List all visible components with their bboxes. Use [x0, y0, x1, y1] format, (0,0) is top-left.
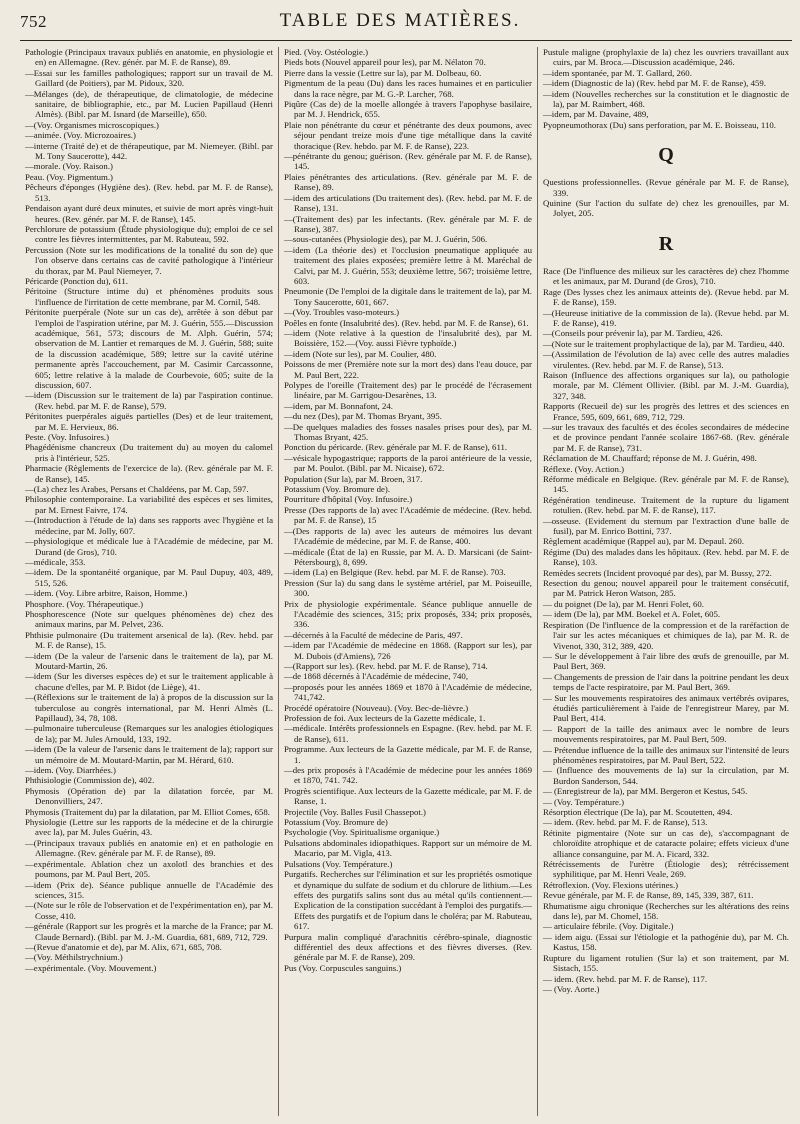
index-entry: —(Principaux travaux publiés en anatomie en) et en pathologie en Allemagne. (Rev. générale par M. F. de Ranse), 89. [25, 837, 273, 859]
index-entry: —idem, par M. Bonnafont, 24. [283, 400, 393, 411]
index-entry: —(Voy. Méthilstrychnium.) [25, 952, 123, 963]
index-entry: —idem (Prix de). Séance publique annuelle de l'Académie des sciences, 315. [25, 879, 273, 900]
index-entry: —médicale. Intérêts professionnels en Espagne. (Rev. hebd. par M. F. de Ranse), 611. [283, 723, 532, 744]
index-entry: —idem (De la valeur de l'arsenic dans le traitement de la), par M. Moutard-Martin, 26. [25, 650, 273, 671]
index-entry: Péritonite puerpérale (Note sur un cas de), arrêtée à son début par l'emploi de l'aspiration utérine, par M. J. Guérin, 555.—Discussion académique, 561, 573; discours de M. Alph. Guérin, 574; observation de M. Lantier et remarques de M. J. Guérin, 588; suite de la discussion académique, 589; lettre sur la cavité utérine permanente après l'accouchement, par M. Casimir Carcassonne, 605; lettre relative à la malade de Courbevoie, 605; suite de la discussion, 607. [25, 307, 273, 390]
index-entry: Réclamation de M. Chauffard; réponse de M. J. Guérin, 498. [542, 453, 757, 464]
section-letter-heading: Q [658, 144, 674, 167]
index-entry: —vésicale hypogastrique; rapports de la paroi antérieure de la vessie, par M. Poulot. (Bibl. par M. Nicaise), 672. [283, 452, 532, 474]
index-entry: Pharmacie (Règlements de l'exercice de la). (Rev. générale par M. F. de Ranse), 145. [25, 463, 273, 484]
index-entry: Resection du genou; nouvel appareil pour le traitement consécutif, par M. Patrick Heron Watson, 285. [542, 578, 789, 599]
index-entry: — Sur les mouvements respiratoires des animaux vertébrés ovipares, étudiés particulièrement à l'aide de l'enregistreur Marey, par M. Paul Bert, 414. [542, 692, 789, 724]
index-entry: Rage (Des lysses chez les animaux atteints de). (Revue hebd. par M. F. de Ranse), 159. [542, 286, 789, 308]
index-entry: Plaies pénétrantes des articulations. (Rev. générale par M. F. de Ranse), 89. [283, 171, 532, 193]
index-entry: —proposés pour les années 1869 et 1870 à l'Académie de médecine, 741,742. [283, 681, 532, 703]
index-entry: —sous-cutanées (Physiologie des), par M. J. Guérin, 506. [283, 234, 488, 245]
index-entry: Prix de physiologie expérimentale. Séance publique annuelle de l'Académie des sciences, 315; prix proposés, 334; prix proposés, 336. [283, 598, 532, 630]
index-entry: — (Voy. Température.) [542, 796, 625, 807]
index-entry: —morale. (Voy. Raison.) [25, 161, 113, 172]
index-entry: Réflexe. (Voy. Action.) [542, 463, 625, 474]
page-number: 752 [20, 12, 47, 31]
index-entry: Péricarde (Ponction du), 611. [25, 275, 129, 286]
index-entry: —animée. (Voy. Microzoaires.) [25, 130, 136, 141]
index-entry: —(Rapport sur les). (Rev. hebd. par M. F. de Ranse), 714. [283, 660, 488, 671]
index-entry: Pied. (Voy. Ostéologie.) [283, 47, 369, 57]
index-entry: Percussion (Note sur les modifications de la tonalité du son de) que l'on observe dans certains cas de cavité pathologique à l'intérieur du thorax, par M. Paul Niemeyer, 7. [25, 244, 273, 276]
index-column-left [20, 47, 279, 1116]
index-entry: Pneumonie (De l'emploi de la digitale dans le traitement de la), par M. Tony Saucerotte, 601, 667. [283, 286, 532, 307]
index-entry: Phosphorescence (Note sur quelques phénomènes de) chez des animaux marins, par M. Pelvet, 236. [25, 608, 273, 630]
index-entry: Psychologie (Voy. Spiritualisme organique.) [283, 827, 440, 838]
index-entry: Physiologie (Lettre sur les rapports de la médecine et de la chirurgie avec la), par M. Jules Guérin, 43. [25, 817, 273, 838]
index-entry: Poissons de mer (Première note sur la mort des) dans l'eau douce, par M. Paul Bert, 222. [283, 359, 532, 380]
index-entry: —osseuse. (Evidement du sternum par l'extraction d'une balle de fusil), par M. Enrico Bottini, 737. [542, 515, 789, 537]
index-entry: Rétrécissements de l'urètre (Étiologie des); rétrécissement syphilitique, par M. Henri Veale, 269. [542, 859, 789, 880]
index-entry: Pus (Voy. Corpuscules sanguins.) [283, 962, 402, 973]
index-entry: Pathologie (Principaux travaux publiés en anatomie, en physiologie et en) en Allemagne. (Rev. génér. par M. F. de Ranse), 89. [25, 47, 273, 68]
index-entry: Purgatifs. Recherches sur l'élimination et sur les propriétés osmotique et dynamique du sulfate de sodium et du chlorure de lithium.—Les effets des purgatifs salins sont dus au métal qu'ils contiennent.—Explication de la constipation succédant à l'emploi des purgatifs.—Effets des purgatifs et de l'opium dans le choléra; par M. Rabuteau, 617. [283, 869, 532, 932]
index-entry: Peau. (Voy. Pigmentum.) [25, 171, 113, 182]
index-entry: Rhumatisme aigu chronique (Recherches sur les altérations des reins dans le), par M. Chomel, 158. [542, 900, 789, 922]
index-entry: — idem. (Rev. hebd. par M. F. de Ranse), 513. [542, 817, 708, 828]
index-entry: Respiration (De l'influence de la compression et de la raréfaction de l'air sur les actes mécaniques et chimiques de la), par M. R. de Vivenot, 330, 312, 389, 420. [542, 619, 789, 651]
index-entry: —(La) chez les Arabes, Persans et Chaldéens, par M. Cap, 597. [25, 484, 249, 495]
index-entry: —idem spontanée, par M. T. Gallard, 260. [542, 67, 692, 78]
index-entry: — Sur le développement à l'air libre des œufs de grenouille, par M. Paul Bert, 369. [542, 650, 789, 672]
index-entry: —idem. (Voy. Diarrhées.) [25, 765, 116, 776]
index-entry: —idem. De la spontanéité organique, par M. Paul Dupuy, 403, 489, 515, 526. [25, 567, 273, 588]
index-entry: Quinine (Sur l'action du sulfate de) chez les grenouilles, par M. Jolyet, 205. [542, 198, 789, 219]
index-entry: —pénétrante du genou; guérison. (Rev. générale par M. F. de Ranse), 145. [283, 151, 532, 172]
index-entry: —de 1868 décernés à l'Académie de médecine, 740, [283, 671, 469, 682]
index-entry: —idem (Sur les diverses espèces de) et sur le traitement applicable à chacune d'elles, par M. P. Bidot (de Liège), 41. [25, 671, 273, 692]
index-entry: —(Des rapports de la) avec les auteurs de mémoires lus devant l'Académie de médecine, par M. F. de Ranse, 400. [283, 525, 532, 547]
index-entry: Réforme médicale en Belgique. (Rev. générale par M. F. de Ranse), 145. [542, 474, 789, 495]
index-entry: —idem (Diagnostic de la) (Rev. hebd par M. F. de Ranse), 459. [542, 78, 766, 89]
index-entry: Phymosis (Traitement du) par la dilatation, par M. Elliot Comes, 658. [25, 806, 270, 817]
index-entry: Pustule maligne (prophylaxie de la) chez les ouvriers travaillant aux cuirs, par M. Broca.—Discussion académique, 246. [542, 47, 789, 68]
index-entry: —idem par l'Académie de médecine en 1868. (Rapport sur les), par M. Dubois (d'Amiens), 726 [283, 640, 532, 661]
index-entry: —idem (De la valeur de l'arsenic dans le traitement de la); rapport sur un mémoire de M. Moutard-Martin, par M. Hérard, 610. [25, 744, 273, 765]
index-entry: —(Introduction à l'étude de la) dans ses rapports avec l'hygiène et la médecine, par M. Jolly, 607. [25, 515, 273, 536]
index-entry: Phthisiologie (Commission de), 402. [25, 775, 155, 786]
index-entry: —interne (Traité de) et de thérapeutique, par M. Niemeyer. (Bibl. par M. Tony Saucerotte), 442. [25, 140, 273, 162]
index-entry: Projectile (Voy. Balles Fusil Chassepot.) [283, 806, 426, 817]
index-entry: Régénération tendineuse. Traitement de la rupture du ligament rotulien. (Rev. hebd. par M. F. de Ranse), 117. [542, 494, 789, 516]
index-entry: Résorption électrique (De la), par M. Scoutetten, 494. [542, 807, 733, 817]
index-entry: Programme. Aux lecteurs de la Gazette médicale, par M. F. de Ranse, 1. [283, 744, 532, 765]
index-entry: Potassium (Voy. Bromure de) [283, 817, 388, 828]
header-rule [20, 40, 792, 41]
index-entry: —idem (La) en Belgique (Rev. hebd. par M. F. de Ranse). 703. [283, 567, 506, 578]
index-entry: Phosphore. (Voy. Thérapeutique.) [25, 598, 144, 609]
page-title: TABLE DES MATIÈRES. [279, 10, 521, 31]
index-entry: — du poignet (De la), par M. Henri Folet, 60. [542, 598, 704, 609]
index-entry: —(Voy. Organismes microscopiques.) [25, 119, 159, 130]
index-entry: —décernés à la Faculté de médecine de Paris, 497. [283, 629, 463, 640]
index-entry: Progrès scientifique. Aux lecteurs de la Gazette médicale, par M. F. de Ranse, 1. [283, 785, 532, 807]
index-entry: Pêcheurs d'éponges (Hygiène des). (Rev. hebd. par M. F. de Ranse), 513. [25, 182, 273, 203]
index-entry: Rétinite pigmentaire (Note sur un cas de), s'accompagnant de chloroïdite atrophique et de cataracte polaire; effets vicieux d'une alliance consanguine, par M. A. Ficard, 332. [542, 827, 789, 859]
index-entry: Rapports (Recueil de) sur les progrès des lettres et des sciences en France, 595, 609, 661, 689, 712, 729. [542, 401, 789, 422]
index-entry: Piqûre (Cas de) de la moelle allongée à travers l'apophyse basilaire, par M. J. Hendrick, 655. [283, 99, 532, 120]
index-entry: —(Revue d'anatomie et de), par M. Alix, 671, 685, 708. [25, 941, 222, 952]
index-entry: Philosophie contemporaine. La variabilité des espèces et ses limites, par M. Ernest Faivre, 174. [25, 494, 273, 515]
index-entry: —idem (La théorie des) et l'occlusion pneumatique appliquée au traitement des plaies exposées; première lettre à M. Maréchal de Calvi, par M. J. Guérin, 553; deuxième lettre, 567; troisième lettre, 603. [283, 244, 532, 286]
index-column-right [538, 47, 794, 1116]
index-entry: Pyopneumothorax (Du) sans perforation, par M. E. Boisseau, 110. [542, 119, 776, 130]
index-entry: Plaie non pénétrante du cœur et pénétrante des deux poumons, avec séjour pendant treize mois d'une tige métallique dans la cavité thoracique (Rev. hebdo. par M. F. de Ranse), 223. [283, 119, 532, 151]
index-entry: Presse (Des rapports de la) avec l'Académie de médecine. (Rev. hebd. par M. F. de Ranse), 15 [283, 504, 532, 526]
index-entry: —idem (Note sur les), par M. Coulier, 480. [283, 348, 437, 359]
index-entry: Pulsations abdominales idiopathiques. Rapport sur un mémoire de M. Macario, par M. Vigla, 413. [283, 837, 532, 859]
index-entry: Profession de foi. Aux lecteurs de la Gazette médicale, 1. [283, 713, 486, 723]
index-entry: Procédé opératoire (Nouveau). (Voy. Bec-de-lièvre.) [283, 702, 469, 713]
index-entry: — idem (De la), par MM. Boekel et A. Folet, 605. [542, 609, 721, 620]
index-entry: Pulsations (Voy. Température.) [283, 858, 393, 869]
index-entry: Polypes de l'oreille (Traitement des) par le procédé de l'écrasement linéaire, par M. Garrigou-Desarènes, 13. [283, 380, 532, 401]
index-entry: —sur les travaux des facultés et des écoles secondaires de médecine et de province pendant l'année scolaire 1867-68. (Rev. générale par M. F. de Ranse), 731. [542, 421, 789, 453]
index-entry: —idem (Discussion sur le traitement de la) par l'aspiration continue. (Rev. hebd. par M. F. de Ranse), 579. [25, 390, 273, 411]
index-entry: Règlement académique (Rappel au), par M. Depaul. 260. [542, 536, 745, 547]
index-entry: —De quelques maladies des fosses nasales prises pour des), par M. Thomas Bryant, 425. [283, 421, 532, 443]
index-entry: —(Voy. Troubles vaso-moteurs.) [283, 307, 400, 318]
index-entry: Remèdes secrets (Incident provoqué par des), par M. Bussy, 272. [542, 567, 772, 578]
index-entry: Perchlorure de potassium (Étude physiologique du); emploi de ce sel contre les fièvres intermittentes, par M. Rabuteau, 592. [25, 223, 273, 245]
index-entry: Phagédénisme chancreux (Du traitement du) au moyen du calomel pris à l'intérieur, 525. [25, 442, 273, 463]
index-entry: Péritoine (Structure intime du) et phénomènes produits sous l'influence de l'irritation de cette membrane, par M. Cornil, 548. [25, 286, 273, 307]
index-entry: Population (Sur la), par M. Broen, 317. [283, 473, 423, 484]
index-entry: —pulmonaire tuberculeuse (Remarques sur les analogies étiologiques de la); par M. Jules Arnould, 133, 192. [25, 723, 273, 744]
index-entry: Poêles en fonte (Insalubrité des). (Rev. hebd. par M. F. de Ranse), 61. [283, 317, 529, 328]
index-entry: Potassium (Voy. Bromure de). [283, 484, 391, 495]
index-entry: —expérimentale. (Voy. Mouvement.) [25, 962, 157, 973]
index-entry: —physiologique et médicale lue à l'Académie de médecine, par M. Durand (de Gros), 710. [25, 536, 273, 557]
index-entry: —idem (Note relative à la question de l'insalubrité des), par M. Boissière, 152.—(Voy. aussi Fièvre typhoïde.) [283, 327, 532, 349]
index-entry: —(Assimilation de l'évolution de la) avec celle des autres maladies virulentes. (Rev. hebd. par M. F. de Ranse), 513. [542, 349, 789, 370]
index-entry: Phthisie pulmonaire (Du traitement arsenical de la). (Rev. hebd. par M. F. de Ranse), 15. [25, 629, 273, 651]
index-entry: Pendaison ayant duré deux minutes, et suivie de mort après vingt-huit heures. (Rev. génér. par M. F. de Ranse), 145. [25, 203, 273, 224]
index-column-middle [279, 47, 538, 1116]
index-entry: Purpura malin compliqué d'arachnitis cérébro-spinale, diagnostic différentiel des deux affections et des fièvres diverses. (Rev. générale par M. F. de Ranse), 209. [283, 931, 532, 963]
index-entry: Pourriture d'hôpital (Voy. Infusoire.) [283, 494, 413, 505]
index-entry: — idem aigu. (Essai sur l'étiologie et la pathogénie du), par M. Ch. Kastus, 158. [542, 931, 789, 953]
index-entry: Pression (Sur la) du sang dans le système artériel, par M. Poiseuille, 300. [283, 577, 532, 599]
index-entry: Revue générale, par M. F. de Ranse, 89, 145, 339, 387, 611. [542, 890, 754, 901]
index-entry: — (Enregistreur de la), par MM. Bergeron et Kestus, 545. [542, 786, 748, 797]
index-entry: — Changements de pression de l'air dans la poitrine pendant les deux temps de l'acte respiratoire, par M. Paul Bert, 369. [542, 671, 789, 693]
index-entry: Race (De l'influence des milieux sur les caractères de) chez l'homme et les animaux, par M. Durand (de Gros), 710. [542, 265, 789, 287]
index-entry: —(Réflexions sur le traitement de la) à propos de la discussion sur la tuberculose au congrès international, par M. Henri Almès (L. Papillaud), 34, 78, 108. [25, 692, 273, 723]
index-entry: —(Traitement des) par les infectants. (Rev. générale par M. F. de Ranse), 387. [283, 213, 532, 234]
index-entry: — articulaire fébrile. (Voy. Digitale.) [542, 921, 674, 932]
index-entry: — Rapport de la taille des animaux avec le nombre de leurs mouvements respiratoires, par M. Paul Bert, 509. [542, 723, 789, 745]
index-entry: Pieds bots (Nouvel appareil pour les), par M. Nélaton 70. [283, 57, 486, 68]
index-entry: — idem. (Rev. hebd. par M. F. de Ranse), 117. [542, 973, 708, 984]
index-entry: — (Influence des mouvements de la) sur la circulation, par M. Burdon Sanderson, 544. [542, 765, 789, 786]
index-entry: —Mélanges (de), de thérapeutique, de climatologie, de médecine sanitaire, de bibliographie, etc., par M. Lucien Papillaud (Henri Almès). (Bibl. par M. Isnard (de Marseille), 650. [25, 88, 273, 120]
index-entry: —expérimentale. Ablation chez un axolotl des branchies et des poumons, par M. Paul Bert, 205. [25, 858, 273, 880]
index-entry: Ponction du péricarde. (Rev. générale par M. F. de Ranse), 611. [283, 442, 508, 453]
index-entry: —médicale, 353. [25, 556, 86, 567]
index-entry: —des prix proposés à l'Académie de médecine pour les années 1869 et 1870, 741. 742. [283, 765, 532, 786]
index-entry: —Essai sur les familles pathologiques; rapport sur un travail de M. Gaillard (de Poitiers), par M. Pidoux, 320. [25, 67, 273, 89]
index-entry: —idem des articulations (Du traitement des). (Rev. hebd. par M. F. de Ranse), 131. [283, 192, 532, 214]
index-entry: —(Heureuse initiative de la commission de la). (Revue hebd. par M. F. de Ranse), 419. [542, 307, 789, 328]
index-entry: —médicale (État de la) en Russie, par M. A. D. Marsicani (de Saint-Pétersbourg), 8, 699. [283, 546, 532, 567]
index-entry: —(Conseils pour prévenir la), par M. Tardieu, 426. [542, 328, 723, 339]
index-entry: Raison (Influence des affections organiques sur la), ou pathologie morale, par M. Clément Ollivier. (Bibl. par M. J.-M. Guardia), 327, 348. [542, 369, 789, 401]
index-entry: Phymosis (Opération de) par la dilatation forcée, par M. Denonvilliers, 247. [25, 785, 273, 807]
index-entry: —(Note sur le rôle de l'observation et de l'expérimentation en), par M. Cosse, 410. [25, 900, 273, 921]
index-columns [20, 47, 794, 1116]
index-entry: —idem, par M. Davaine, 489, [542, 109, 649, 120]
index-entry: Rupture du ligament rotulien (Sur la) et son traitement, par M. Sistach, 155. [542, 952, 789, 974]
index-entry: — (Voy. Aorte.) [542, 983, 600, 994]
index-entry: Peste. (Voy. Infusoires.) [25, 432, 110, 443]
index-entry: —idem. (Voy. Libre arbitre, Raison, Homme.) [25, 588, 188, 599]
index-entry: Péritonites puerpérales aiguës partielles (Des) et de leur traitement, par M. E. Hervieux, 86. [25, 411, 273, 432]
index-entry: Régime (Du) des malades dans les hôpitaux. (Rev. hebd. par M. F. de Ranse), 103. [542, 546, 789, 568]
index-entry: Rétroflexion. (Voy. Flexions utérines.) [542, 879, 679, 890]
index-entry: Pigmentum de la peau (Du) dans les races humaines et en particulier dans la race nègre, par M. G.-P. Larcher, 768. [283, 78, 532, 99]
index-entry: — Prétendue influence de la taille des animaux sur l'intensité de leurs phénomènes respiratoires, par M. Paul Bert, 522. [542, 744, 789, 765]
index-entry: —générale (Rapport sur les progrès et la marche de la France; par M. Claude Bernard). (Bibl. par M. J.-M. Guardia, 681, 689, 712, 729. [25, 921, 273, 942]
index-entry: —du nez (Des), par M. Thomas Bryant, 395. [283, 411, 442, 422]
section-letter-heading: R [658, 232, 674, 255]
index-entry: —idem (Nouvelles recherches sur la constitution et le diagnostic de la), par M. Raimbert, 468. [542, 88, 789, 110]
index-entry: Questions professionnelles. (Revue générale par M. F. de Ranse), 339. [542, 177, 789, 198]
index-entry: —(Note sur le traitement prophylactique de la), par M. Tardieu, 440. [542, 338, 785, 349]
index-entry: Pierre dans la vessie (Lettre sur la), par M. Dolbeau, 60. [283, 67, 482, 78]
